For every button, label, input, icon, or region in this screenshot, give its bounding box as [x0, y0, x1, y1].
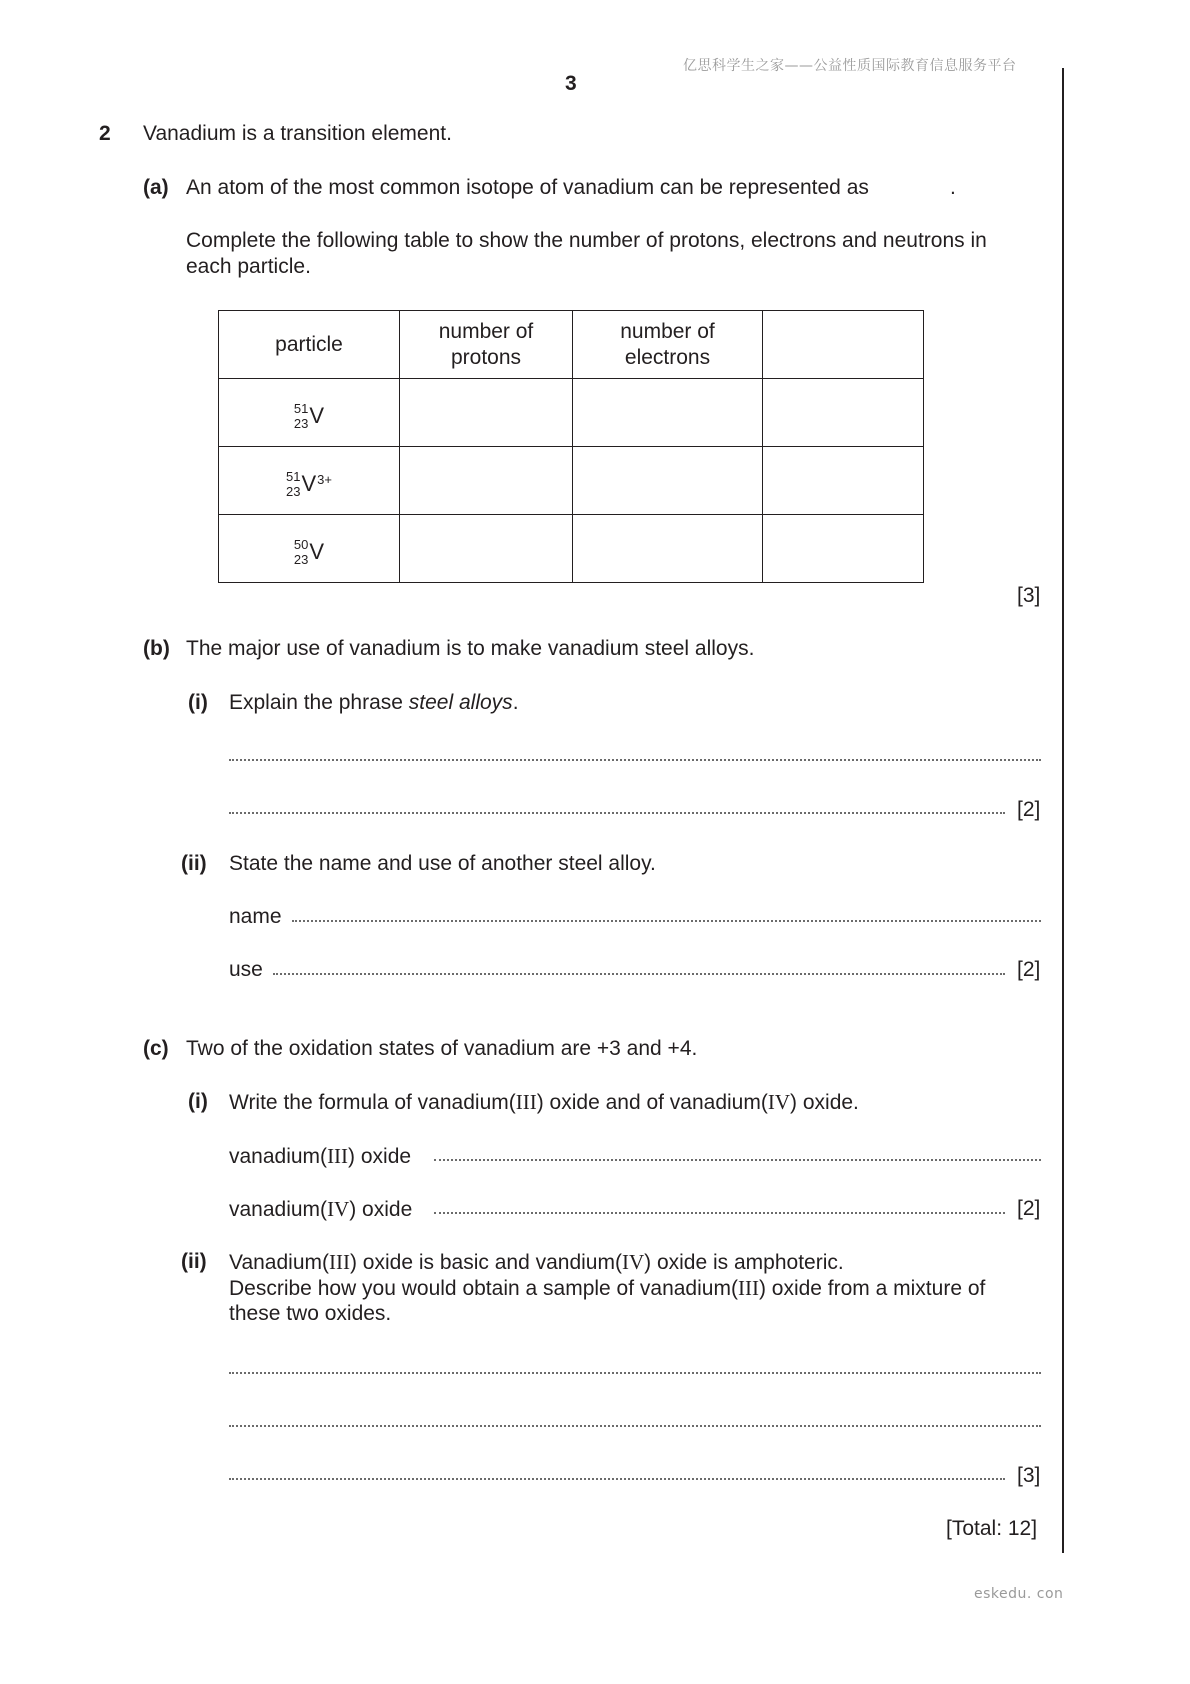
vanadium-iv-oxide-answer-line[interactable] [434, 1212, 1005, 1214]
part-a-instruction-line2: each particle. [186, 255, 311, 278]
answer-cell-electrons[interactable] [573, 515, 763, 583]
name-answer-line[interactable] [292, 920, 1041, 922]
part-c-ii-marks: [3] [1017, 1464, 1041, 1487]
part-c-ii-label: (ii) [181, 1250, 207, 1273]
answer-cell-protons[interactable] [400, 515, 573, 583]
part-a-text: An atom of the most common isotope of vanadium can be represented as [186, 176, 869, 199]
header-protons-line2: protons [450, 345, 522, 369]
part-c-text: Two of the oxidation states of vanadium are +3 and +4. [186, 1037, 698, 1060]
particle-cell [219, 515, 400, 583]
total-marks: [Total: 12] [946, 1517, 1038, 1540]
table-header-row [219, 311, 924, 379]
answer-cell-protons[interactable] [400, 447, 573, 515]
atomic-number: 23 [293, 416, 309, 431]
element-symbol: V [301, 471, 317, 496]
answer-line[interactable] [229, 1478, 1005, 1480]
part-b-ii-marks: [2] [1017, 958, 1041, 981]
name-label: name [229, 905, 282, 928]
margin-rule [1062, 68, 1064, 1553]
part-a-marks: [3] [1017, 584, 1041, 607]
isotope-symbol [294, 401, 324, 431]
answer-cell-neutrons[interactable] [763, 515, 924, 583]
header-particle [219, 311, 400, 379]
element-symbol: V [309, 403, 325, 428]
element-symbol: V [309, 539, 325, 564]
table-row [219, 379, 924, 447]
part-a-label: (a) [143, 176, 169, 199]
mass-number: 51 [286, 469, 301, 484]
part-a-instruction-line1: Complete the following table to show the number of protons, electrons and neutrons in [186, 229, 987, 252]
part-b-i-marks: [2] [1017, 798, 1041, 821]
answer-cell-neutrons[interactable] [763, 447, 924, 515]
part-b-label: (b) [143, 637, 170, 660]
page-number: 3 [565, 72, 577, 95]
part-c-i-label: (i) [188, 1090, 208, 1113]
header-particle-text: particle [275, 332, 343, 356]
part-c-i-text: Write the formula of vanadium(III) oxide and of vanadium(IV) oxide. [229, 1090, 859, 1114]
particle-cell [219, 447, 400, 515]
part-c-i-marks: [2] [1017, 1197, 1041, 1220]
atomic-number: 23 [286, 484, 301, 499]
answer-cell-electrons[interactable] [573, 447, 763, 515]
question-number: 2 [99, 122, 111, 145]
answer-cell-protons[interactable] [400, 379, 573, 447]
answer-line[interactable] [229, 1425, 1041, 1427]
vanadium-iv-oxide-label: vanadium(IV) oxide [229, 1197, 413, 1221]
part-c-ii-line2: Describe how you would obtain a sample of vanadium(III) oxide from a mixture of [229, 1276, 986, 1300]
header-protons [400, 311, 573, 379]
ion-charge: 3+ [317, 472, 332, 487]
isotope-symbol [294, 537, 324, 567]
table-row [219, 515, 924, 583]
particle-table [218, 310, 924, 583]
particle-cell [219, 379, 400, 447]
answer-line[interactable] [229, 812, 1005, 814]
vanadium-iii-oxide-label: vanadium(III) oxide [229, 1144, 412, 1168]
part-c-ii-line1: Vanadium(III) oxide is basic and vandium(IV) oxide is amphoteric. [229, 1250, 844, 1274]
answer-line[interactable] [229, 1372, 1041, 1374]
use-label: use [229, 958, 263, 981]
watermark-text: 亿思科学生之家——公益性质国际教育信息服务平台 [683, 58, 1017, 74]
answer-cell-electrons[interactable] [573, 379, 763, 447]
mass-number: 51 [293, 401, 309, 416]
header-electrons [573, 311, 763, 379]
mass-number: 50 [293, 537, 309, 552]
part-b-i-label: (i) [188, 691, 208, 714]
isotope-symbol [286, 469, 332, 499]
part-a-end-period: . [950, 176, 956, 199]
part-b-text: The major use of vanadium is to make vanadium steel alloys. [186, 637, 755, 660]
header-neutrons [763, 311, 924, 379]
table-row [219, 447, 924, 515]
header-electrons-line2: electrons [624, 345, 711, 369]
header-electrons-line1: number of [620, 319, 715, 343]
use-answer-line[interactable] [273, 973, 1005, 975]
part-c-ii-line3: these two oxides. [229, 1302, 392, 1325]
vanadium-iii-oxide-answer-line[interactable] [434, 1159, 1041, 1161]
question-intro: Vanadium is a transition element. [143, 122, 452, 145]
part-b-ii-label: (ii) [181, 852, 207, 875]
header-protons-line1: number of [438, 319, 534, 343]
part-b-i-text: Explain the phrase steel alloys. [229, 691, 519, 714]
answer-line[interactable] [229, 759, 1041, 761]
part-b-ii-text: State the name and use of another steel alloy. [229, 852, 656, 875]
answer-cell-neutrons[interactable] [763, 379, 924, 447]
footer-site: eskedu. con [974, 1586, 1064, 1602]
part-c-label: (c) [143, 1037, 169, 1060]
atomic-number: 23 [293, 552, 309, 567]
